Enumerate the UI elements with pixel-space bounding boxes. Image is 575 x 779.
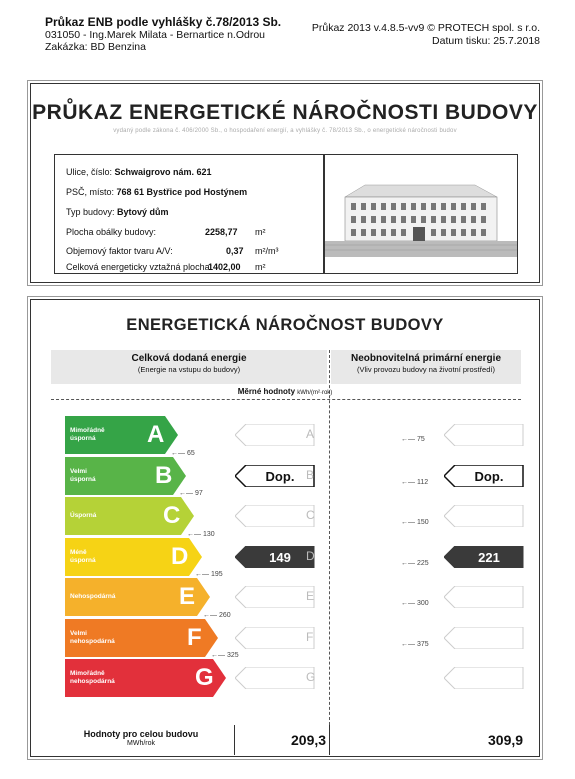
certificate-subtitle: vydaný podle zákona č. 406/2000 Sb., o hospodaření energií, a vyhlášky č. 78/2013 Sb., o energetické náročnosti budov [113, 128, 457, 134]
totals-unit: MWh/rok [127, 740, 155, 747]
delivered-ghost-g [235, 667, 315, 689]
primary-ghost-f-shape [444, 627, 523, 649]
band-b-label: Velmi úsporná [70, 467, 96, 483]
delivered-tick-325: ←— 325 [211, 652, 239, 659]
totals-primary-value: 309,9 [488, 732, 524, 748]
energy-rating-frame [30, 299, 540, 757]
street-row [66, 167, 212, 177]
delivered-ghost-c-shape [235, 505, 314, 527]
totals-title: Hodnoty pro celou budovu [83, 729, 199, 739]
regulation-line: Průkaz ENB podle vyhlášky č.78/2013 Sb. [45, 15, 282, 29]
delivered-ghost-letter-a: A [306, 427, 315, 441]
envelope-unit: m² [255, 227, 266, 237]
city-label: PSČ, místo: [66, 187, 115, 197]
primary-ghost-g-shape [444, 667, 523, 689]
rating-title: ENERGETICKÁ NÁROČNOST BUDOVY [126, 316, 444, 334]
shape-label: Objemový faktor tvaru A/V: [66, 246, 173, 256]
primary-ghost-c-shape [444, 505, 523, 527]
delivered-ghost-f-shape [235, 627, 314, 649]
band-a-letter: A [147, 421, 165, 448]
delivered-ghost-a-shape [235, 424, 314, 446]
document-header-left [45, 16, 281, 54]
primary-actual-marker-text: 221 [478, 549, 500, 565]
building-photo [324, 154, 518, 274]
delivered-tick-260: ←— 260 [203, 611, 231, 619]
delivered-actual-marker [235, 546, 315, 568]
delivered-tick-130: ←— 130 [187, 530, 215, 538]
floor-unit: m² [255, 262, 266, 272]
primary-ghost-f [444, 627, 524, 649]
building-image [325, 155, 518, 274]
software-version: Průkaz 2013 v.4.8.5-vv9 © PROTECH spol. s r.o. [311, 22, 540, 34]
delivered-ghost-letter-d: D [306, 548, 315, 563]
totals-separator-2 [329, 725, 330, 755]
delivered-ghost-g-shape [235, 667, 314, 689]
floor-label: Celková energeticky vztažná plocha: [66, 262, 213, 272]
band-g-label: Mimořádně nehospodárná [70, 670, 115, 685]
street-label: Ulice, číslo: [66, 167, 113, 177]
primary-ghost-e [444, 586, 524, 608]
delivered-ghost-e [235, 586, 315, 608]
delivered-tick-65: ←— 65 [171, 449, 195, 457]
author-line: 031050 - Ing.Marek Milata - Bernartice n.Odrou [45, 28, 266, 41]
delivered-ghost-letter-b: B [306, 467, 315, 482]
floor-value: 1402,00 [208, 262, 241, 272]
primary-actual-marker [444, 546, 524, 568]
units-divider [51, 399, 521, 400]
delivered-ghost-letter-c: C [306, 508, 315, 522]
primary-tick-300: ←— 300 [401, 600, 429, 607]
primary-ghost-g [444, 667, 524, 689]
band-f-letter: F [187, 623, 202, 651]
primary-ghost-a [444, 424, 524, 446]
document-header-right [312, 22, 540, 47]
band-f-label: Velmi nehospodárná [70, 629, 115, 645]
primary-recommended-marker [444, 465, 524, 487]
band-c-label: Úsporná [70, 512, 97, 519]
band-b-letter: B [155, 461, 173, 489]
primary-tick-75: ←— 75 [401, 436, 425, 443]
primary-energy-subtitle: (Vliv provozu budovy na životní prostředí) [357, 365, 495, 374]
primary-energy-title: Neobnovitelná primární energie [350, 353, 502, 364]
units-unit: kWh/(m²·rok) [297, 390, 333, 396]
building-totals [51, 725, 524, 755]
print-date: Datum tisku: 25.7.2018 [432, 34, 540, 47]
delivered-energy-header [51, 350, 327, 384]
primary-energy-header [331, 350, 521, 384]
city-row [66, 187, 247, 197]
envelope-value: 2258,77 [205, 227, 238, 237]
primary-ghost-a-shape [444, 424, 523, 446]
delivered-ghost-a [235, 424, 315, 446]
envelope-label: Plocha obálky budovy: [66, 227, 157, 237]
units-title: Měrné hodnoty [237, 387, 296, 396]
shape-unit: m²/m³ [255, 246, 279, 256]
band-e-label: Nehospodárná [70, 593, 116, 600]
delivered-recommended-marker [235, 465, 315, 487]
delivered-actual-marker-text: 149 [269, 549, 291, 565]
primary-tick-225: ←— 225 [401, 559, 429, 567]
shape-value: 0,37 [226, 246, 244, 256]
building-info [54, 154, 324, 274]
column-separator [329, 350, 330, 730]
city-value: 768 61 Bystřice pod Hostýnem [116, 187, 248, 197]
type-value: Bytový dům [117, 207, 169, 217]
certificate-title: PRŮKAZ ENERGETICKÉ NÁROČNOSTI BUDOVY [32, 101, 538, 124]
primary-tick-375: ←— 375 [401, 640, 429, 648]
delivered-energy-subtitle: (Energie na vstupu do budovy) [137, 365, 241, 374]
band-d-letter: D [171, 542, 189, 570]
primary-tick-112: ←— 112 [401, 478, 429, 486]
primary-tick-150: ←— 150 [401, 519, 429, 526]
delivered-ghost-f [235, 627, 315, 649]
totals-delivered-value: 209,3 [291, 732, 327, 748]
primary-ghost-e-shape [444, 586, 523, 608]
delivered-energy-title: Celková dodaná energie [131, 353, 247, 364]
delivered-ghost-letter-g: G [306, 670, 316, 684]
totals-separator-1 [234, 725, 235, 755]
type-row [66, 207, 169, 217]
delivered-ghost-e-shape [235, 586, 314, 608]
delivered-ghost-letter-e: E [306, 589, 315, 603]
type-label: Typ budovy: [66, 207, 115, 217]
band-c-letter: C [163, 502, 181, 529]
delivered-recommended-marker-text: Dop. [265, 468, 295, 484]
certificate-frame [30, 83, 540, 283]
band-e-letter: E [179, 583, 196, 610]
order-line: Zakázka: BD Benzina [45, 41, 146, 53]
delivered-ghost-letter-f: F [306, 629, 314, 644]
street-value: Schwaigrovo nám. 621 [114, 167, 212, 177]
primary-recommended-marker-text: Dop. [474, 468, 504, 484]
band-g-letter: G [195, 664, 214, 691]
delivered-tick-97: ←— 97 [179, 490, 203, 497]
primary-ghost-c [444, 505, 524, 527]
band-a-label: Mimořádně úsporná [70, 427, 105, 442]
delivered-ghost-c [235, 505, 315, 527]
units-label [31, 387, 539, 396]
band-d-label: Méně úsporná [70, 548, 96, 564]
delivered-tick-195: ←— 195 [195, 571, 223, 578]
